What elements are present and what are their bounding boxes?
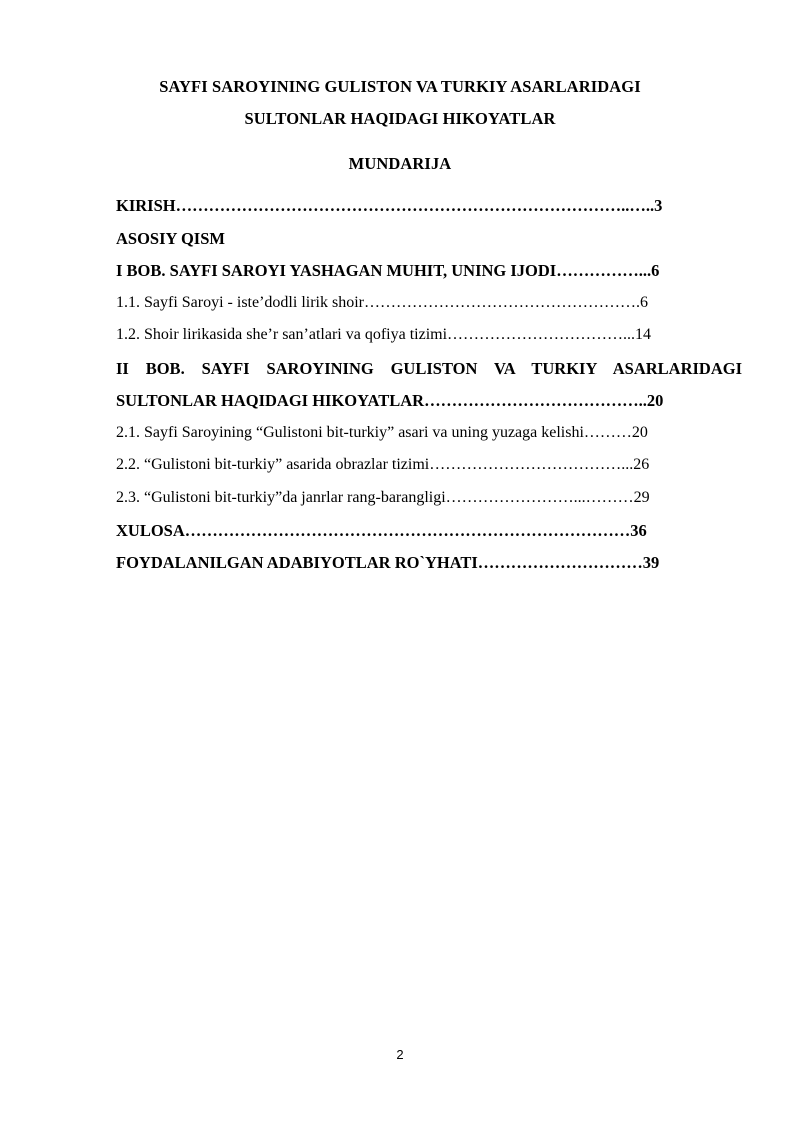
toc-entry-introduction[interactable]: KIRISH………………………………………………………………………..…..3 [116, 196, 663, 215]
toc-entry-references[interactable]: FOYDALANILGAN ADABIYOTLAR RO`YHATI…………………………39 [116, 553, 660, 572]
toc-entry-section-2-1[interactable]: 2.1. Sayfi Saroyining “Gulistoni bit-turkiy” asari va uning yuzaga kelishi………20 [116, 424, 648, 441]
toc-entry-main-part[interactable]: ASOSIY QISM [116, 229, 225, 248]
toc-entry-section-2-3[interactable]: 2.3. “Gulistoni bit-turkiy”da janrlar rang-barangligi……………………...………29 [116, 489, 650, 506]
toc-entry-chapter-2-line-2[interactable]: SULTONLAR HAQIDAGI HIKOYATLAR…………………………………..20 [116, 391, 664, 410]
document-title-line-1: SAYFI SAROYINING GULISTON VA TURKIY ASARLARIDAGI [159, 77, 641, 96]
toc-entry-chapter-2-line-1[interactable]: II BOB. SAYFI SAROYINING GULISTON VA TURKIY ASARLARIDAGI [116, 359, 742, 378]
toc-entry-section-1-2[interactable]: 1.2. Shoir lirikasida she’r san’atlari va qofiya tizimi……………………………...14 [116, 326, 652, 343]
toc-entry-conclusion[interactable]: XULOSA………………………………………………………………………36 [116, 521, 647, 540]
page-number: 2 [396, 1047, 404, 1062]
toc-entry-section-1-1[interactable]: 1.1. Sayfi Saroyi - iste’dodli lirik shoir…………………………………………….6 [116, 294, 648, 311]
contents-heading: MUNDARIJA [348, 154, 452, 173]
toc-entry-section-2-2[interactable]: 2.2. “Gulistoni bit-turkiy” asarida obrazlar tizimi………………………………...26 [116, 456, 650, 473]
toc-entry-chapter-1[interactable]: I BOB. SAYFI SAROYI YASHAGAN MUHIT, UNING IJODI……………...6 [116, 261, 660, 280]
document-title-line-2: SULTONLAR HAQIDAGI HIKOYATLAR [244, 109, 556, 128]
